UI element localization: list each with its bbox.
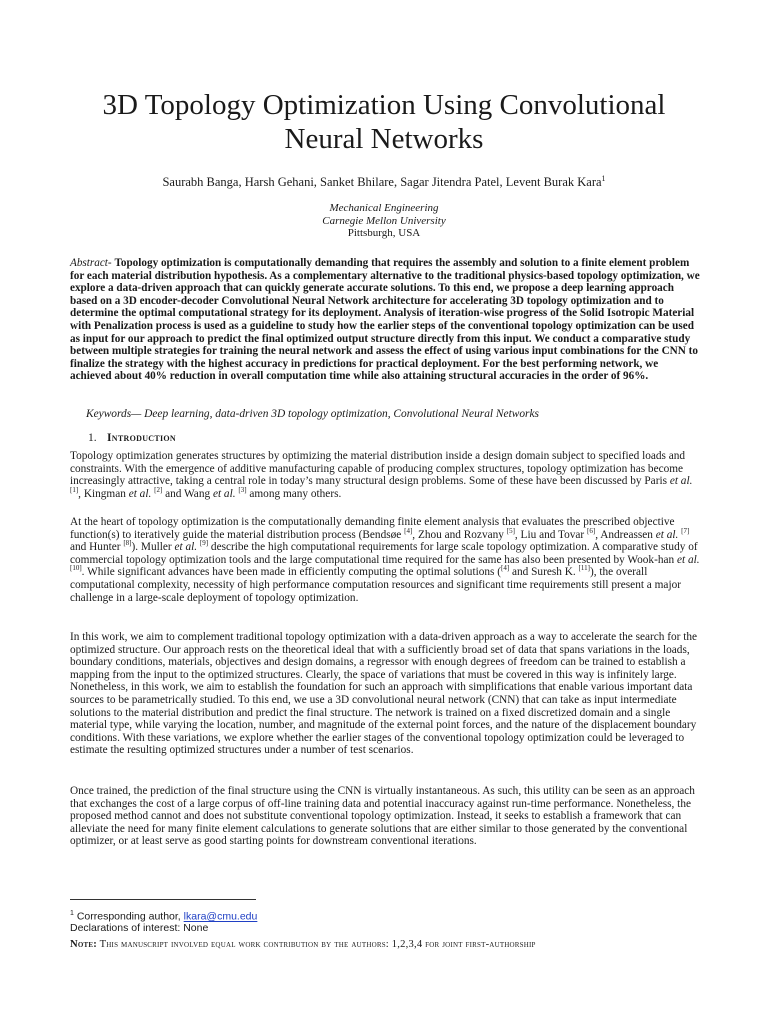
paragraph-text: , Liu and Tovar — [514, 528, 588, 541]
paragraph-text: At the heart of topology optimization is the computationally demanding finite element analysis that evaluates the prescribed objective function(s) to iteratively guide the material distribution process (Bendsøe — [70, 516, 675, 541]
affiliation-department: Mechanical Engineering — [329, 202, 439, 214]
paragraph-text: ), the overall computational complexity, necessity of high performance computation resources and significant time requirements still present a major challenge in a large-scale deployment of topology optimization. — [70, 566, 681, 604]
citation-ref: [4] — [501, 564, 510, 573]
abstract-label: Abstract- — [70, 257, 112, 269]
paragraph-1 — [70, 450, 700, 500]
corresponding-label: Corresponding author, — [73, 910, 184, 923]
abstract — [70, 257, 700, 383]
footnote-mark: 1 — [70, 910, 74, 917]
paragraph-text: among many others. — [246, 487, 342, 500]
paragraph-text: ). Muller — [131, 541, 175, 554]
citation-ref: [7] — [681, 526, 690, 535]
authors-text: Saurabh Banga, Harsh Gehani, Sanket Bhilare, Sagar Jitendra Patel, Levent Burak Kara — [162, 175, 602, 190]
citation-ref: [2] — [154, 486, 163, 495]
citation-ref: [5] — [506, 526, 515, 535]
citation-etal: et al. — [676, 553, 700, 566]
section-title: Introduction — [107, 431, 177, 444]
paragraph-text: and Suresh K. — [509, 566, 579, 579]
paragraph-text: and Hunter — [70, 541, 124, 554]
contribution-note — [70, 938, 730, 951]
citation-ref: [3] — [238, 486, 247, 495]
paragraph-2 — [70, 516, 700, 604]
footnote-declaration: Declarations of interest: None — [70, 922, 209, 934]
section-number: 1. — [88, 431, 97, 444]
affiliation — [60, 202, 708, 240]
note-text: This manuscript involved equal work contribution by the authors: 1,2,3,4 for joint first-authorship — [96, 939, 536, 950]
citation-ref: [10] — [70, 564, 82, 573]
paper-title: 3D Topology Optimization Using Convolutional Neural Networks — [102, 89, 666, 155]
affiliation-location: Pittsburgh, USA — [347, 227, 421, 239]
note-label: Note: — [70, 939, 97, 950]
footnote-divider — [70, 899, 256, 900]
citation-ref: [11] — [578, 564, 590, 573]
abstract-text: Topology optimization is computationally demanding that requires the assembly and solution to a finite element problem for each material distribution hypothesis. As a complementary alternative to the traditional physics-based topology optimization, we explore a data-driven approach that can quickly generate accurate solutions. To this end, we propose a deep learning approach based on a 3D encoder-decoder Convolutional Neural Network architecture for accelerating 3D topology optimization and to determine the optimal computational strategy for its deployment. Analysis of iteration-wise progress of the Solid Isotropic Material with Penalization process is used as a guideline to study how the earlier steps of the conventional topology optimization can be used as input for our approach to predict the final optimized output structure directly from this input. We conduct a comparative study between multiple strategies for training the neural network and assess the effect of using various input combinations for the CNN to finalize the strategy with the highest accuracy in predictions for practical deployment. For the best performing network, we achieved about 40% reduction in overall computation time while also attaining structural accuracies in the order of 96%. — [70, 257, 700, 383]
affiliation-university: Carnegie Mellon University — [322, 214, 446, 227]
paragraph-text: , Zhou and Rozvany — [412, 528, 507, 541]
citation-etal: et al. — [655, 528, 679, 541]
author-email-link[interactable]: lkara@cmu.edu — [183, 910, 258, 923]
paragraph-4: Once trained, the prediction of the final structure using the CNN is virtually instantaneous. As such, this utility can be seen as an approach that exchanges the cost of a large corpus of off-line training data and potential inaccuracy against run-time performance. Nonetheless, the proposed method cannot and does not substitute conventional topology optimization. Instead, it seeks to establish a framework that can alleviate the need for many finite element calculations to generate solutions that are either similar to those generated by the conventional optimizer, or at least serve as good starting points for downstream conventional iterations. — [70, 785, 695, 848]
paragraph-text: , Andreassen — [595, 528, 656, 541]
citation-etal: et al. — [212, 487, 236, 500]
section-heading — [88, 431, 176, 445]
citation-etal: et al. — [174, 541, 198, 554]
paragraph-text: and Wang — [162, 487, 213, 500]
citation-ref: [6] — [587, 526, 596, 535]
citation-ref: [9] — [199, 539, 209, 548]
author-list — [60, 171, 708, 190]
citation-ref: [4] — [404, 526, 413, 535]
paragraph-text: . While significant advances have been made in efficiently computing the optimal solutions ( — [81, 566, 502, 579]
paragraph-3: In this work, we aim to complement traditional topology optimization with a data-driven approach as a way to accelerate the search for the optimized structure. Our approach rests on the theoretical ideal that with a sufficiently broad set of data that spans variations in the loads, boundary conditions, materials, objectives and design domains, a regressor with enough degrees of freedom can be trained to establish a mapping from the input to the optimized structures. Clearly, the space of variations that must be covered in this way is infinitely large. Nonetheless, in this work, we aim to establish the foundation for such an approach with simplifications that enable various important data sources to be parametrically studied. To this end, we use a 3D convolutional neural network (CNN) that can take as input intermediate solutions to the material distribution and predict the final structure. The network is trained on a fixed discretized domain and a single material type, while varying the location, number, and magnitude of the external point forces, and the nature of the displacement boundary conditions. With these variations, we explore whether the earlier stages of the conventional topology optimization could be leveraged to estimate the resulting optimized structures under a number of test scenarios. — [70, 631, 698, 757]
citation-ref: [8] — [123, 539, 132, 548]
citation-ref: [1] — [70, 486, 79, 495]
citation-etal: et al. — [128, 487, 152, 500]
paragraph-text: describe the high computational requirements for large scale topology optimization. A comparative study of commercial topology optimization tools and the large computational time required for the same has also been presented by Wook-han — [70, 541, 698, 566]
author-footnote-mark: 1 — [601, 174, 606, 183]
paragraph-text: , Kingman — [78, 487, 129, 500]
keywords: Keywords— Deep learning, data-driven 3D topology optimization, Convolutional Neural Networks — [86, 408, 539, 420]
citation-etal: et al. — [669, 475, 693, 488]
paragraph-text: Topology optimization generates structures by optimizing the material distribution inside a design domain subject to specified loads and constraints. With the emergence of additive manufacturing capable of producing complex structures, topology optimization has become increasingly attractive, taking a central role in today’s many structural design problems. Some of these have been discussed by Paris — [70, 450, 686, 488]
